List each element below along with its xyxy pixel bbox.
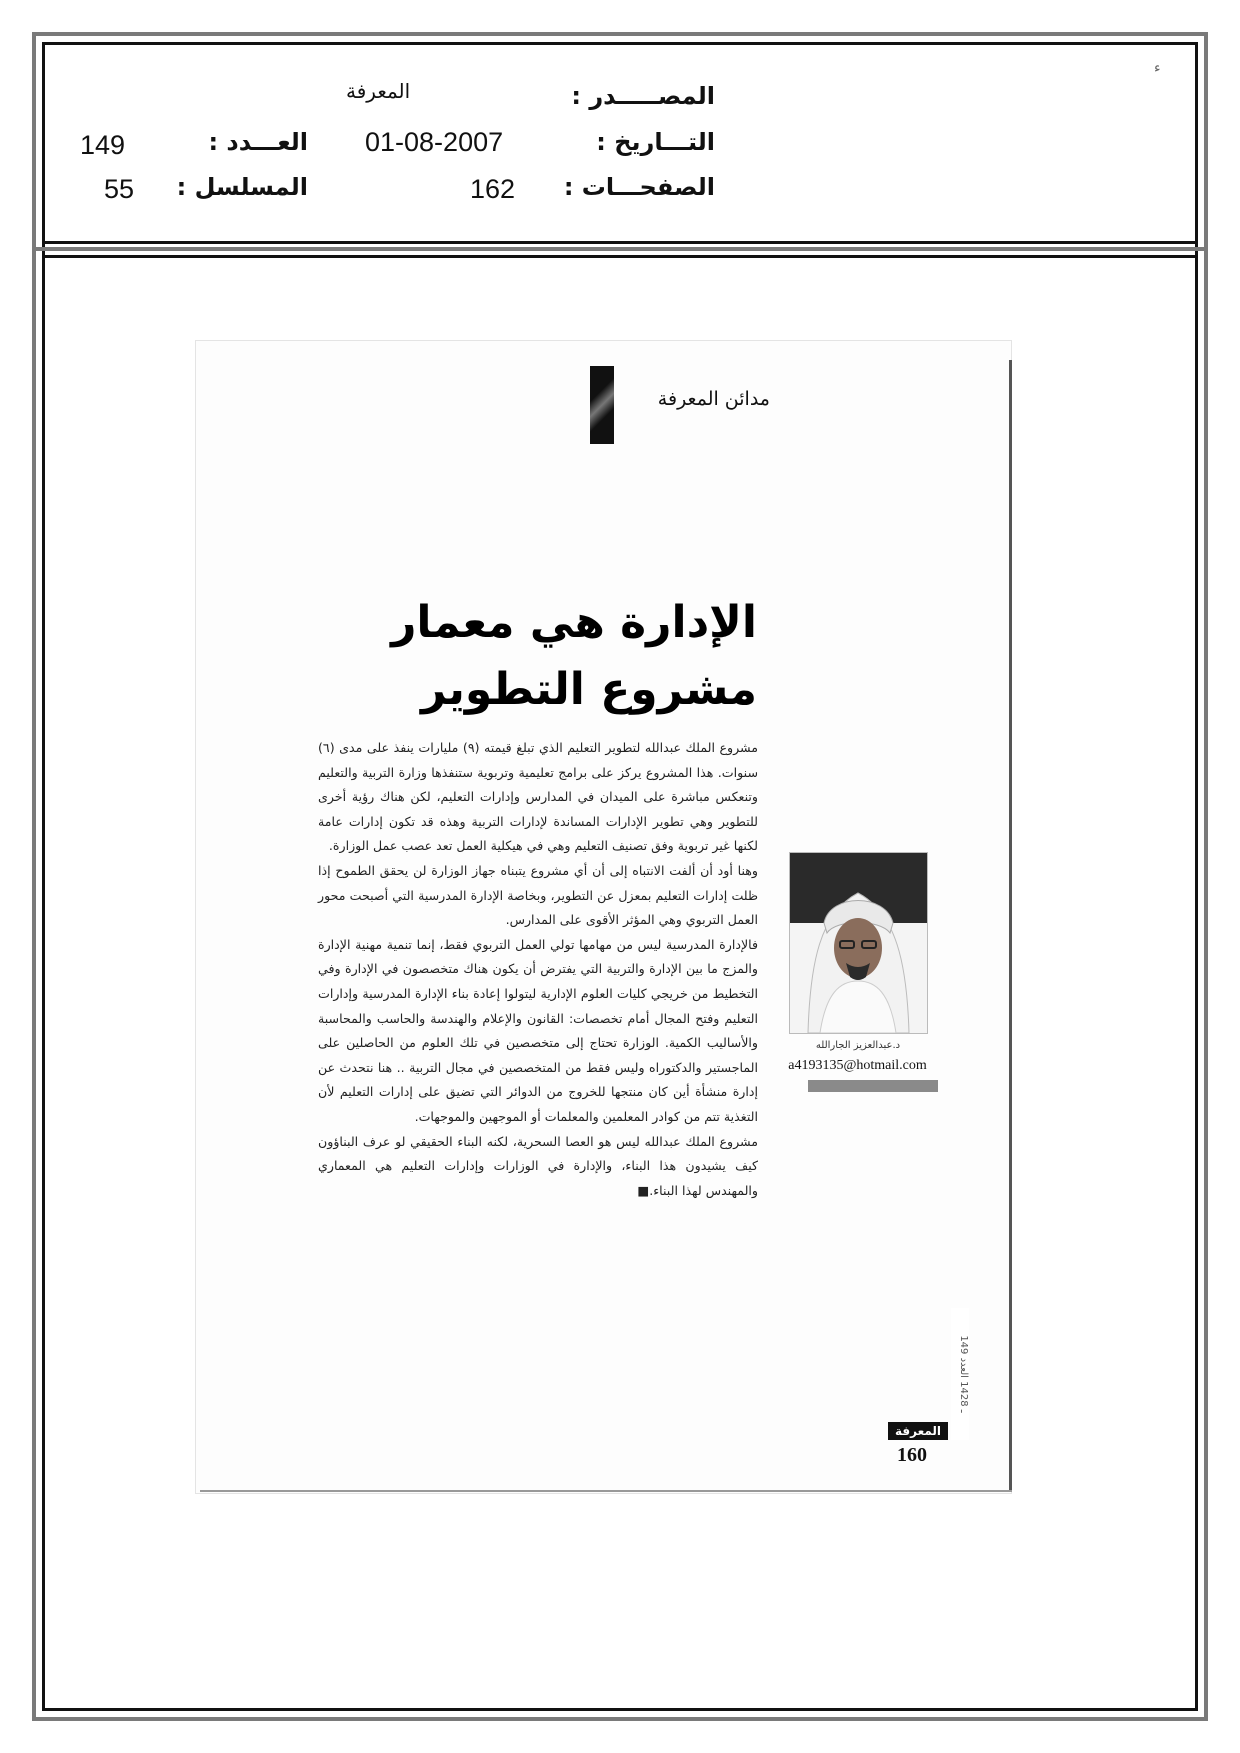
source-label: المصـــــدر :: [571, 82, 715, 110]
article-body: [318, 736, 758, 1203]
author-name: د.عبدالعزيز الجارالله: [815, 1040, 901, 1051]
header-divider: [42, 255, 1198, 258]
article-headline: الإدارة هي معمار: [391, 597, 757, 648]
author-photo: [789, 852, 928, 1034]
clipping-edge: [200, 1490, 1012, 1492]
clipping-edge: [1009, 360, 1012, 1490]
author-email: a4193135@hotmail.com: [788, 1058, 927, 1073]
article-headline: مشروع التطوير: [420, 664, 757, 715]
scan-mark: ء: [1154, 60, 1161, 76]
issue-label: العـــدد :: [208, 128, 308, 156]
issue-value: 149: [80, 130, 126, 160]
article-paragraph: مشروع الملك عبدالله لتطوير التعليم الذي تبلغ قيمته (٩) مليارات ينفذ على مدى (٦) سنوات. هذا المشروع يركز على برامج تعليمية وتربوية ستنفذها وزارة التربية والتعليم وتنعكس مباشرة على الميدان في المدارس وإدارات التعليم، لكن هناك رؤية أخرى للتطوير وهي تطوير الإدارات المساندة لإدارات التربية وهذه قد تكون إدارات عامة لكنها غير تربوية وفق تصنيف التعليم وهي في هيكلية العمل تعد عصب عمل الوزارة.: [318, 740, 759, 854]
issue-strip-text: ـ 1428 العدد 149: [958, 1335, 969, 1413]
page-number: 160: [897, 1444, 927, 1466]
pages-label: الصفحـــات :: [563, 173, 715, 201]
source-value: المعرفة: [346, 79, 411, 103]
caption-rule: [808, 1080, 938, 1092]
date-label: التـــاريخ :: [596, 128, 715, 156]
header-divider: [32, 247, 1208, 251]
serial-label: المسلسل :: [176, 173, 308, 201]
author-portrait-icon: [790, 853, 927, 1033]
article-paragraph: فالإدارة المدرسية ليس من مهامها تولي العمل التربوي فقط، إنما تنمية مهنية الإدارة والمزج ما بين الإدارة والتربية التي يفترض أن يكون هناك متخصصون في الإدارة وفي التخطيط من خريجي كليات العلوم الإدارية ليتولوا إعادة بناء الإدارة المدرسية وإدارات التعليم وفتح المجال أمام تخصصات: القانون والإعلام والهندسة والحاسب والمحاسبة والأساليب الكمية. الوزارة تحتاج إلى متخصصين في تلك العلوم من الحاصلين على الماجستير والدكتوراه وليس فقط من المتخصصين في مجال التربية .. هنا نتحدث عن إدارة منشأة أين كان منتجها للخروج من الدوائر التي تضيق على إدارات التعليم لأن التغذية تتم من كوادر المعلمين والمعلمات أو الموجهين والموجهات.: [318, 936, 758, 1124]
date-value: 01-08-2007: [365, 127, 504, 157]
header-divider: [42, 241, 1198, 244]
article-paragraph: وهنا أود أن ألفت الانتباه إلى أن أي مشروع يتبناه جهاز الوزارة لن يحقق الطموح إذا ظلت إدارات التعليم بمعزل عن التطوير، وبخاصة الإدارة المدرسية التي أصبحت محور العمل التربوي وهي المؤثر الأقوى على المدارس.: [318, 862, 758, 928]
magazine-logo: المعرفة: [888, 1422, 948, 1440]
issue-strip: [951, 1308, 969, 1440]
article-paragraph: مشروع الملك عبدالله ليس هو العصا السحرية، لكنه البناء الحقيقي لو عرف البناؤون كيف يشيدون هذا البناء، والإدارة في الوزارات وإدارات التعليم هي المعماري والمهندس لهذا البناء.■: [318, 1133, 758, 1198]
section-title: مدائن المعرفة: [657, 388, 770, 410]
section-marker: [590, 366, 614, 444]
pages-value: 162: [470, 174, 516, 204]
serial-value: 55: [104, 174, 135, 204]
